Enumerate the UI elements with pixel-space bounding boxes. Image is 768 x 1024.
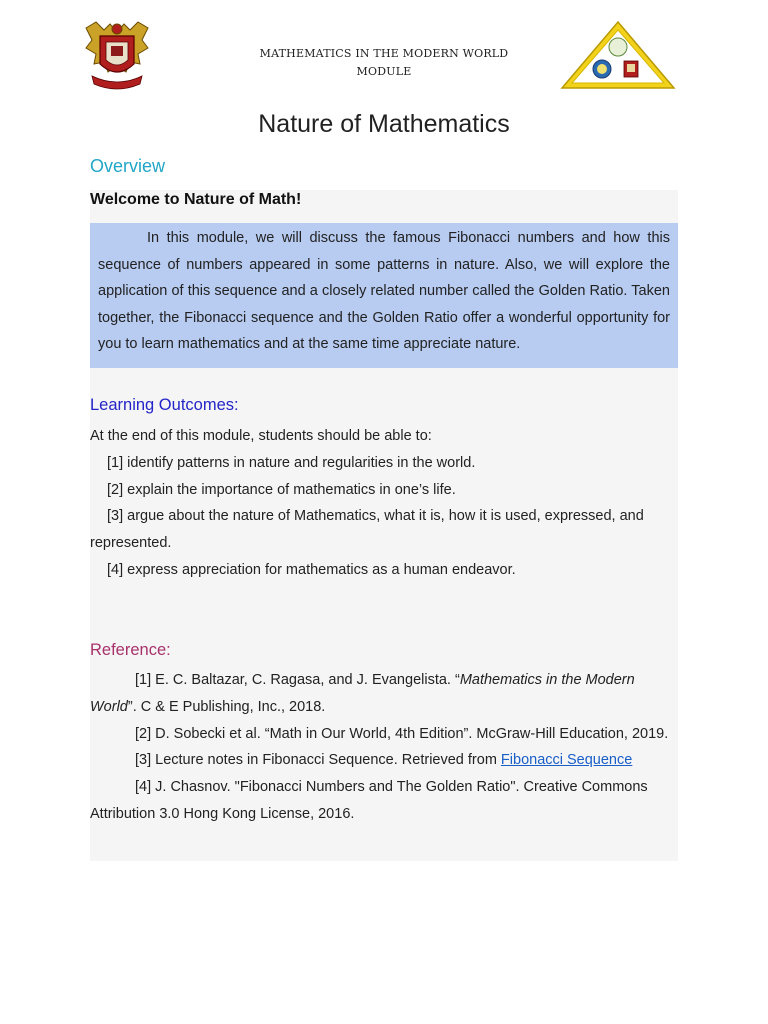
- reference-heading: Reference:: [90, 641, 171, 659]
- reference-list: [90, 667, 670, 828]
- reference-1-authors: [1] E. C. Baltazar, C. Ragasa, and J. Evangelista. “: [135, 672, 460, 688]
- university-crest-logo: [82, 18, 152, 92]
- learning-outcomes-heading: Learning Outcomes:: [90, 396, 239, 414]
- outcome-item-1: [1] identify patterns in nature and regularities in the world.: [107, 454, 476, 471]
- outcome-item-2: [2] explain the importance of mathematics in one’s life.: [107, 481, 456, 498]
- learning-outcomes-lead: At the end of this module, students should be able to:: [90, 428, 432, 444]
- header-line-1: MATHEMATICS IN THE MODERN WORLD: [259, 47, 509, 60]
- reference-1-title: Mathematics in the Modern World: [90, 672, 635, 715]
- overview-heading: Overview: [90, 156, 166, 176]
- page-title: Nature of Mathematics: [258, 110, 510, 138]
- reference-item-3: [90, 747, 670, 774]
- fibonacci-sequence-link[interactable]: Fibonacci Sequence: [500, 752, 633, 769]
- reference-1-publisher: ”. C & E Publishing, Inc., 2018.: [127, 698, 326, 715]
- outcome-item-3: [3] argue about the nature of Mathematics, what it is, how it is used, expressed, and represented.: [90, 508, 644, 552]
- reference-item-4: [4] J. Chasnov. "Fibonacci Numbers and The Golden Ratio". Creative Commons Attribution 3.0 Hong Kong License, 2016.: [90, 779, 648, 822]
- reference-3-text: [3] Lecture notes in Fibonacci Sequence. Retrieved from: [135, 752, 501, 769]
- outcome-item-4: [4] express appreciation for mathematics as a human endeavor.: [107, 561, 516, 578]
- reference-item-2: [2] D. Sobecki et al. “Math in Our World, 4th Edition”. McGraw-Hill Education, 2019.: [135, 725, 669, 742]
- welcome-heading: Welcome to Nature of Math!: [90, 191, 302, 208]
- triangle-seal-logo: [560, 20, 676, 90]
- intro-paragraph: In this module, we will discuss the famous Fibonacci numbers and how this sequence of numbers appeared in some patterns in nature. Also, we will explore the application of this sequence and a closely related number called the Golden Ratio. Taken together, the Fibonacci sequence and the Golden Ratio offer a wonderful opportunity for you to learn mathematics and at the same time appreciate nature.: [98, 230, 670, 352]
- header-title: [230, 45, 538, 81]
- learning-outcomes-list: [90, 423, 680, 584]
- header-line-2: MODULE: [356, 65, 412, 78]
- reference-item-1: [90, 667, 670, 721]
